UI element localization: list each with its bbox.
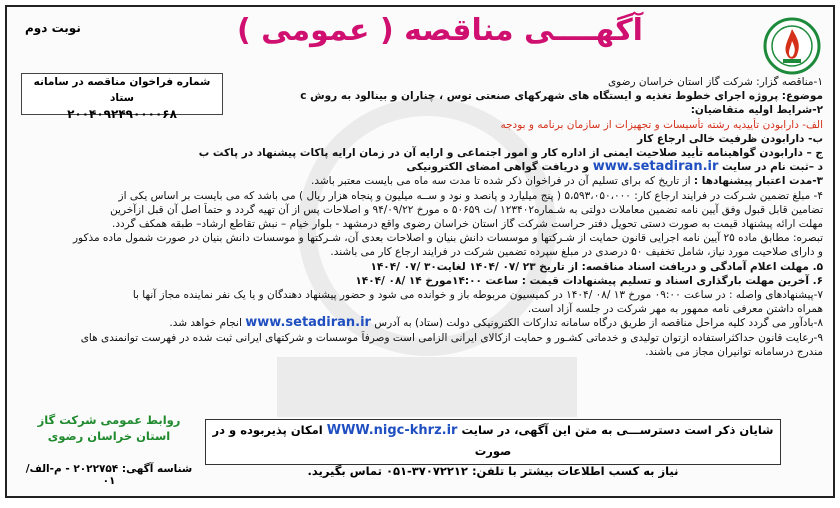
nigc-website-link[interactable]: WWW.nigc-khrz.ir	[326, 423, 458, 438]
notice-title: آگهــــی مناقصه ( عمومی )	[237, 13, 643, 48]
condition-d-tail: و دریافت گواهی امضای الکترونیکی	[406, 161, 590, 174]
employer-line: ۱-مناقصه گزار: شرکت گاز استان خراسان رضوی	[607, 76, 823, 88]
opening-line-2: همراه داشتن معرفی نامه ممهور به مهر شرکت در جلسه آزاد است.	[527, 303, 823, 316]
reference-label: شماره فراخوان مناقصه در سامانه ستاد	[33, 76, 211, 104]
condition-b: ب- دارابودن ظرفیت خالی ارجاع کار	[637, 132, 823, 145]
setad-tail: انجام خواهد شد.	[169, 317, 242, 330]
condition-d-text: د –ثبت نام در سایت	[722, 161, 823, 174]
notice-body	[17, 75, 823, 359]
validity-line	[17, 174, 823, 188]
guarantee-line-3: مهلت ارائه پیشنهاد قیمت به صورت دستی تحویل دفتر حراست شرکت گاز استان خراسان رضوی واقع درمشهد - بلوار خیام – نبش تقاطع ارشاد– طبقه همکف گردد.	[112, 218, 823, 231]
law-line-2: مندرج درسامانه توانیران مجاز می باشند.	[645, 345, 823, 358]
guarantee-line-1: ۴- مبلغ تضمین شـرکت در فرایند ارجاع کار: ۵،۵۹۳،۰۵۰،۰۰۰ ( پنج میلیارد و پانصد و نود و ســه میلیون و پنجاه هزار ریال ) می باشد که می بایست بر اساس یکی از	[118, 189, 823, 202]
setadiran-link-2[interactable]: www.setadiran.ir	[245, 316, 371, 331]
opening-line-1: ۷-پیشنهادهای واصله : در ساعت ۰۹:۰۰ مورخ ۱۳ /۰۸ /۱۴۰۴ در کمیسیون مربوطه باز و خوانده می شود و حضور پیشنهاد دهندگان و یا یک نفر نماینده مجاز آنها با	[132, 289, 823, 302]
guarantee-line-2: تضامین قابل قبول وفق آیین نامه تضمین معاملات دولتی به شـماره۱۲۳۴۰۲ /ت ۵۰۶۵۹ ه مورخ ۹۴/۰۹/۲۲ و اصلاحات پس از آن تهیه گردد و حتماً اصل آن قبل ازآخرین	[110, 203, 823, 216]
contact-text-1: شایان ذکر است دسترســـی به متن این آگهی، در سایت	[461, 423, 774, 437]
reference-number: ۲۰۰۴۰۹۲۴۹۰۰۰۰۶۸	[67, 107, 177, 121]
public-relations-signature: روابط عمومی شرکت گاز استان خراسان رضوی	[37, 413, 181, 443]
tender-notice	[5, 5, 835, 498]
company-logo	[763, 17, 821, 75]
law-line-1: ۹-رعایت قانون حداکثراستفاده ازتوان تولیدی و خدماتی کشـور و حمایت ازکالای ایرانی الزامی است وصرفاً موسسات و شرکتهای ایرانی ثبت شده در فهرست توانمندی های	[80, 331, 823, 344]
contact-line-2: نیاز به کسب اطلاعات بیشتر با تلفن: ۳۷۰۷۲۲۱۲-۰۵۱ تماس بگیرید.	[307, 464, 679, 478]
contact-text-2: امکان پذیربوده و در صورت	[212, 423, 512, 458]
conditions-heading: ۲-شرایط اولیه متقاضیان:	[690, 104, 823, 117]
round-label: نوبت دوم	[25, 21, 81, 35]
validity-label: ۳-مدت اعتبار پیشنهادها :	[693, 175, 823, 188]
note-line-1: تبصره: مطابق ماده ۲۵ آیین نامه اجرایی قانون حمایت از شـرکتها و موسسات دانش بنیان و اصلاحات بعدی آن، شـرکتها و موسسات دانش بنیان در صورت شمول ماده مذکور	[72, 232, 823, 245]
condition-c: ج – دارابودن گواهینامه تأیید صلاحیت ایمنی از اداره کار و امور اجتماعی و ارایه آن در زمان ارایه پاکات پیشنهاد در پاکت ب	[198, 147, 823, 160]
contact-box	[205, 419, 781, 478]
nigc-flame-logo-icon	[763, 17, 821, 75]
setad-text: ۸-بادآور می گردد کلیه مراحل مناقصه از طریق درگاه سامانه تدارکات الکترونیکی دولت (ستاد) به آدرس	[374, 317, 823, 330]
setadiran-link[interactable]: www.setadiran.ir	[592, 160, 719, 175]
note-line-2: و دارای صلاحیت مورد نیاز، شامل تخفیف ۵۰ درصدی در مبلغ سپرده تضمین شرکت در فرایند ارجاع کار می باشند.	[330, 246, 823, 259]
deadline-bids: ۶. آخرین مهلت بارگذاری اسناد و تسلیم پیشنهادات قیمت : ساعت ۱۴:۰۰مورخ ۱۴ /۰۸ /۱۴۰۴	[355, 274, 823, 287]
notice-id: شناسه آگهی: ۲۰۲۲۷۵۴ - م-الف/۰۱	[25, 463, 193, 487]
setad-line	[17, 316, 823, 330]
deadline-documents: ۵. مهلت اعلام آمادگی و دریافت اسناد مناقصه: از تاریخ ۲۳ /۰۷ /۱۴۰۴ لغایت۳۰ /۰۷ /۱۴۰۴	[370, 260, 823, 273]
subject-line: موضوع: پروژه اجرای خطوط تغذیه و ایستگاه های شهرکهای صنعتی توس ، چناران و بینالود به روش c	[300, 90, 823, 103]
condition-a: الف- دارابودن تأییدیه رشته تأسیسات و تجهیزات از سازمان برنامه و بودجه	[500, 118, 823, 131]
contact-line-1	[206, 420, 780, 461]
validity-text: از تاریخ که برای تسلیم آن در فراخوان ذکر شده تا مدت سه ماه می بایست معتبر باشد.	[311, 175, 691, 188]
condition-d	[17, 160, 823, 174]
